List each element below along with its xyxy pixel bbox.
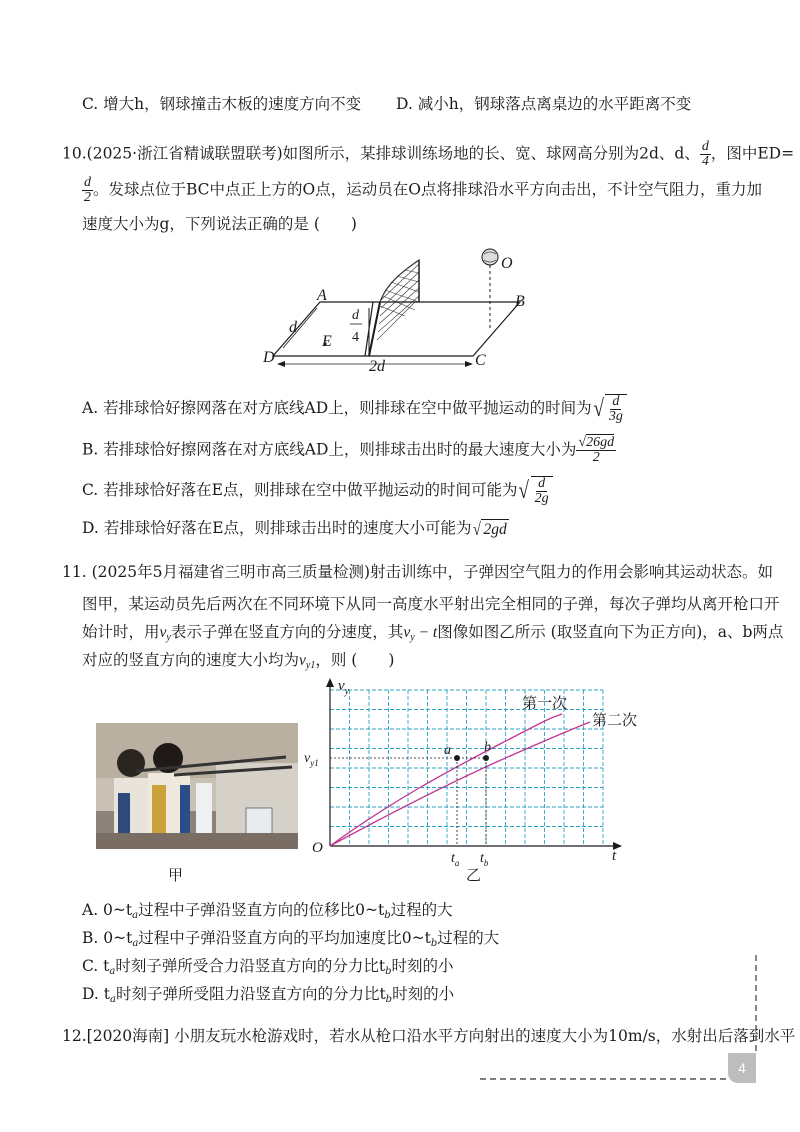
q11-stem-line4: 对应的竖直方向的速度大小均为$v_{y1}$，则 ( ) [82, 651, 395, 671]
shooting-photo [96, 723, 298, 849]
q11-option-a: A. $0\sim t_a$过程中子弹沿竖直方向的位移比$0\sim t_b$过程的大 [82, 901, 453, 921]
q11-stem-line1: 11. (2025年5月福建省三明市高三质量检测)射击训练中，子弹因空气阻力的作用会影响其运动状态。如 [62, 563, 774, 581]
point-b-label: b [484, 740, 491, 755]
series-first-label: 第一次 [522, 694, 568, 712]
q11-option-d: D. $t_a$时刻子弹所受阻力沿竖直方向的分力比$t_b$时刻的小 [82, 985, 455, 1005]
y-axis-label: $v_y$ [338, 678, 350, 697]
label-o: O [501, 255, 513, 272]
label-2d: 2d [369, 358, 385, 375]
q11-stem-line3: 始计时，用$v_y$表示子弹在竖直方向的分速度，其$v_y - t$图像如图乙所示 (取竖直向下为正方向)，a、b两点 [82, 623, 784, 643]
volleyball-court-figure [265, 240, 555, 375]
q10-stem-text2: 。发球点位于BC中点正上方的O点，运动员在O点将排球沿水平方向击出，不计空气阻力，重力加 [93, 180, 762, 199]
label-a: A [317, 287, 327, 304]
vy1-label: $v_{y1}$ [304, 751, 319, 768]
q11-option-c: C. $t_a$时刻子弹所受合力沿竖直方向的分力比$t_b$时刻的小 [82, 957, 454, 977]
q10-frac-d4: $\frac{d}{4}$ [701, 139, 709, 169]
q10-option-b: B. 若排球恰好擦网落在对方底线AD上，则排球击出时的最大速度大小为 $\frac{√26gd}{2}$ [82, 435, 615, 465]
q10-option-c: C. 若排球恰好落在E点，则排球在空中做平抛运动的时间可能为 √ $\frac{d}{2g}$ [82, 476, 553, 506]
q9-option-c: C. 增大h，钢球撞击木板的速度方向不变 [82, 95, 362, 113]
q12-stem: 12.[2020海南] 小朋友玩水枪游戏时，若水从枪口沿水平方向射出的速度大小为10m/s，水射出后落到水平 [62, 1027, 796, 1045]
ta-label: $t_a$ [451, 851, 460, 868]
q10-source: (2025·浙江省精诚联盟联考) [86, 144, 283, 163]
point-a-label: a [444, 743, 451, 758]
q10-number: 10. [62, 144, 87, 163]
page-corner-decoration [480, 955, 765, 1085]
tb-label: $t_b$ [480, 851, 489, 868]
q10-stem-text1b: ，图中ED= [710, 144, 795, 163]
q9-option-d: D. 减小h，钢球落点离桌边的水平距离不变 [396, 95, 692, 113]
label-b: B [515, 293, 525, 310]
x-axis-label: t [612, 848, 617, 864]
vy-t-chart [300, 674, 638, 874]
q10-frac-d2: $\frac{d}{2}$ [84, 175, 91, 205]
origin-label: O [312, 840, 323, 856]
page-number: 4 [728, 1053, 756, 1083]
q10-stem-line2 [82, 176, 762, 205]
series-second-label: 第二次 [592, 711, 638, 729]
q11-option-b: B. $0\sim t_a$过程中子弹沿竖直方向的平均加速度比$0\sim t_b$过程的大 [82, 929, 500, 949]
volleyball-icon [482, 249, 498, 265]
label-e: E [322, 333, 332, 350]
label-h-num: d [352, 308, 359, 323]
label-h-den: 4 [352, 330, 359, 345]
label-d: D [263, 349, 275, 366]
q10-stem-line1 [62, 140, 794, 169]
label-c: C [475, 352, 486, 369]
court-outline [273, 302, 520, 356]
label-jia: 甲 [168, 866, 184, 884]
q10-stem-text1: 如图所示，某排球训练场地的长、宽、球网高分别为2d、d、 [282, 144, 700, 163]
q10-option-a: A. 若排球恰好擦网落在对方底线AD上，则排球在空中做平抛运动的时间为 √ $\frac{d}{3g}$ [82, 394, 627, 424]
label-yi: 乙 [466, 866, 482, 884]
q11-stem-line2: 图甲，某运动员先后两次在不同环境下从同一高度水平射出完全相同的子弹，每次子弹均从离开枪口开 [82, 595, 780, 613]
q10-stem-line3: 速度大小为g，下列说法正确的是 ( ) [82, 215, 357, 233]
chart-grid [330, 690, 603, 846]
q10-option-d: D. 若排球恰好落在E点，则排球击出时的速度大小可能为 √ 2gd [82, 519, 507, 539]
label-d-width: d [289, 319, 297, 336]
